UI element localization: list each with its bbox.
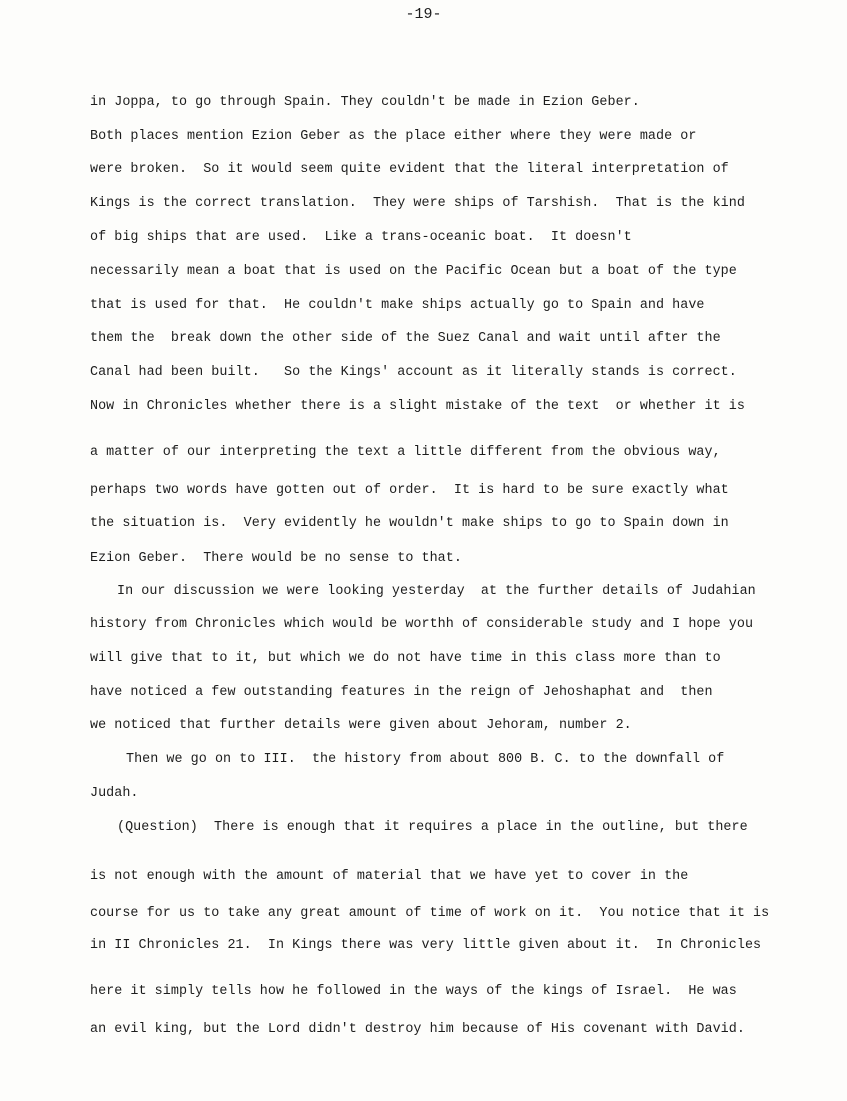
text-line: have noticed a few outstanding features in the reign of Jehoshaphat and then xyxy=(90,685,713,700)
text-line: Canal had been built. So the Kings' account as it literally stands is correct. xyxy=(90,365,737,380)
text-line: of big ships that are used. Like a trans-oceanic boat. It doesn't xyxy=(90,230,632,245)
text-line: in Joppa, to go through Spain. They couldn't be made in Ezion Geber. xyxy=(90,95,640,110)
text-line: were broken. So it would seem quite evident that the literal interpretation of xyxy=(90,162,729,177)
text-line: we noticed that further details were given about Jehoram, number 2. xyxy=(90,718,632,733)
text-line: course for us to take any great amount of time of work on it. You notice that it is xyxy=(90,906,770,921)
paragraph-start-line: Then we go on to III. the history from about 800 B. C. to the downfall of xyxy=(126,752,725,767)
text-line: Judah. xyxy=(90,786,139,801)
text-line: Now in Chronicles whether there is a slight mistake of the text or whether it is xyxy=(90,399,745,414)
text-line: perhaps two words have gotten out of order. It is hard to be sure exactly what xyxy=(90,483,729,498)
text-line: a matter of our interpreting the text a little different from the obvious way, xyxy=(90,445,721,460)
paragraph-start-line: In our discussion we were looking yesterday at the further details of Judahian xyxy=(117,584,756,599)
text-line: an evil king, but the Lord didn't destroy him because of His covenant with David. xyxy=(90,1022,745,1037)
page-number: -19- xyxy=(405,6,442,23)
text-line: necessarily mean a boat that is used on the Pacific Ocean but a boat of the type xyxy=(90,264,737,279)
text-line: Kings is the correct translation. They were ships of Tarshish. That is the kind xyxy=(90,196,745,211)
text-line: here it simply tells how he followed in the ways of the kings of Israel. He was xyxy=(90,984,737,999)
text-line: that is used for that. He couldn't make ships actually go to Spain and have xyxy=(90,298,705,313)
text-line: in II Chronicles 21. In Kings there was very little given about it. In Chronicles xyxy=(90,938,762,953)
text-line: the situation is. Very evidently he wouldn't make ships to go to Spain down in xyxy=(90,516,729,531)
text-line: history from Chronicles which would be worthh of considerable study and I hope you xyxy=(90,617,754,632)
text-line: them the break down the other side of the Suez Canal and wait until after the xyxy=(90,331,721,346)
paragraph-start-line: (Question) There is enough that it requires a place in the outline, but there xyxy=(117,820,748,835)
text-line: Both places mention Ezion Geber as the place either where they were made or xyxy=(90,129,697,144)
text-line: Ezion Geber. There would be no sense to that. xyxy=(90,551,462,566)
text-line: will give that to it, but which we do not have time in this class more than to xyxy=(90,651,721,666)
text-line: is not enough with the amount of material that we have yet to cover in the xyxy=(90,869,689,884)
